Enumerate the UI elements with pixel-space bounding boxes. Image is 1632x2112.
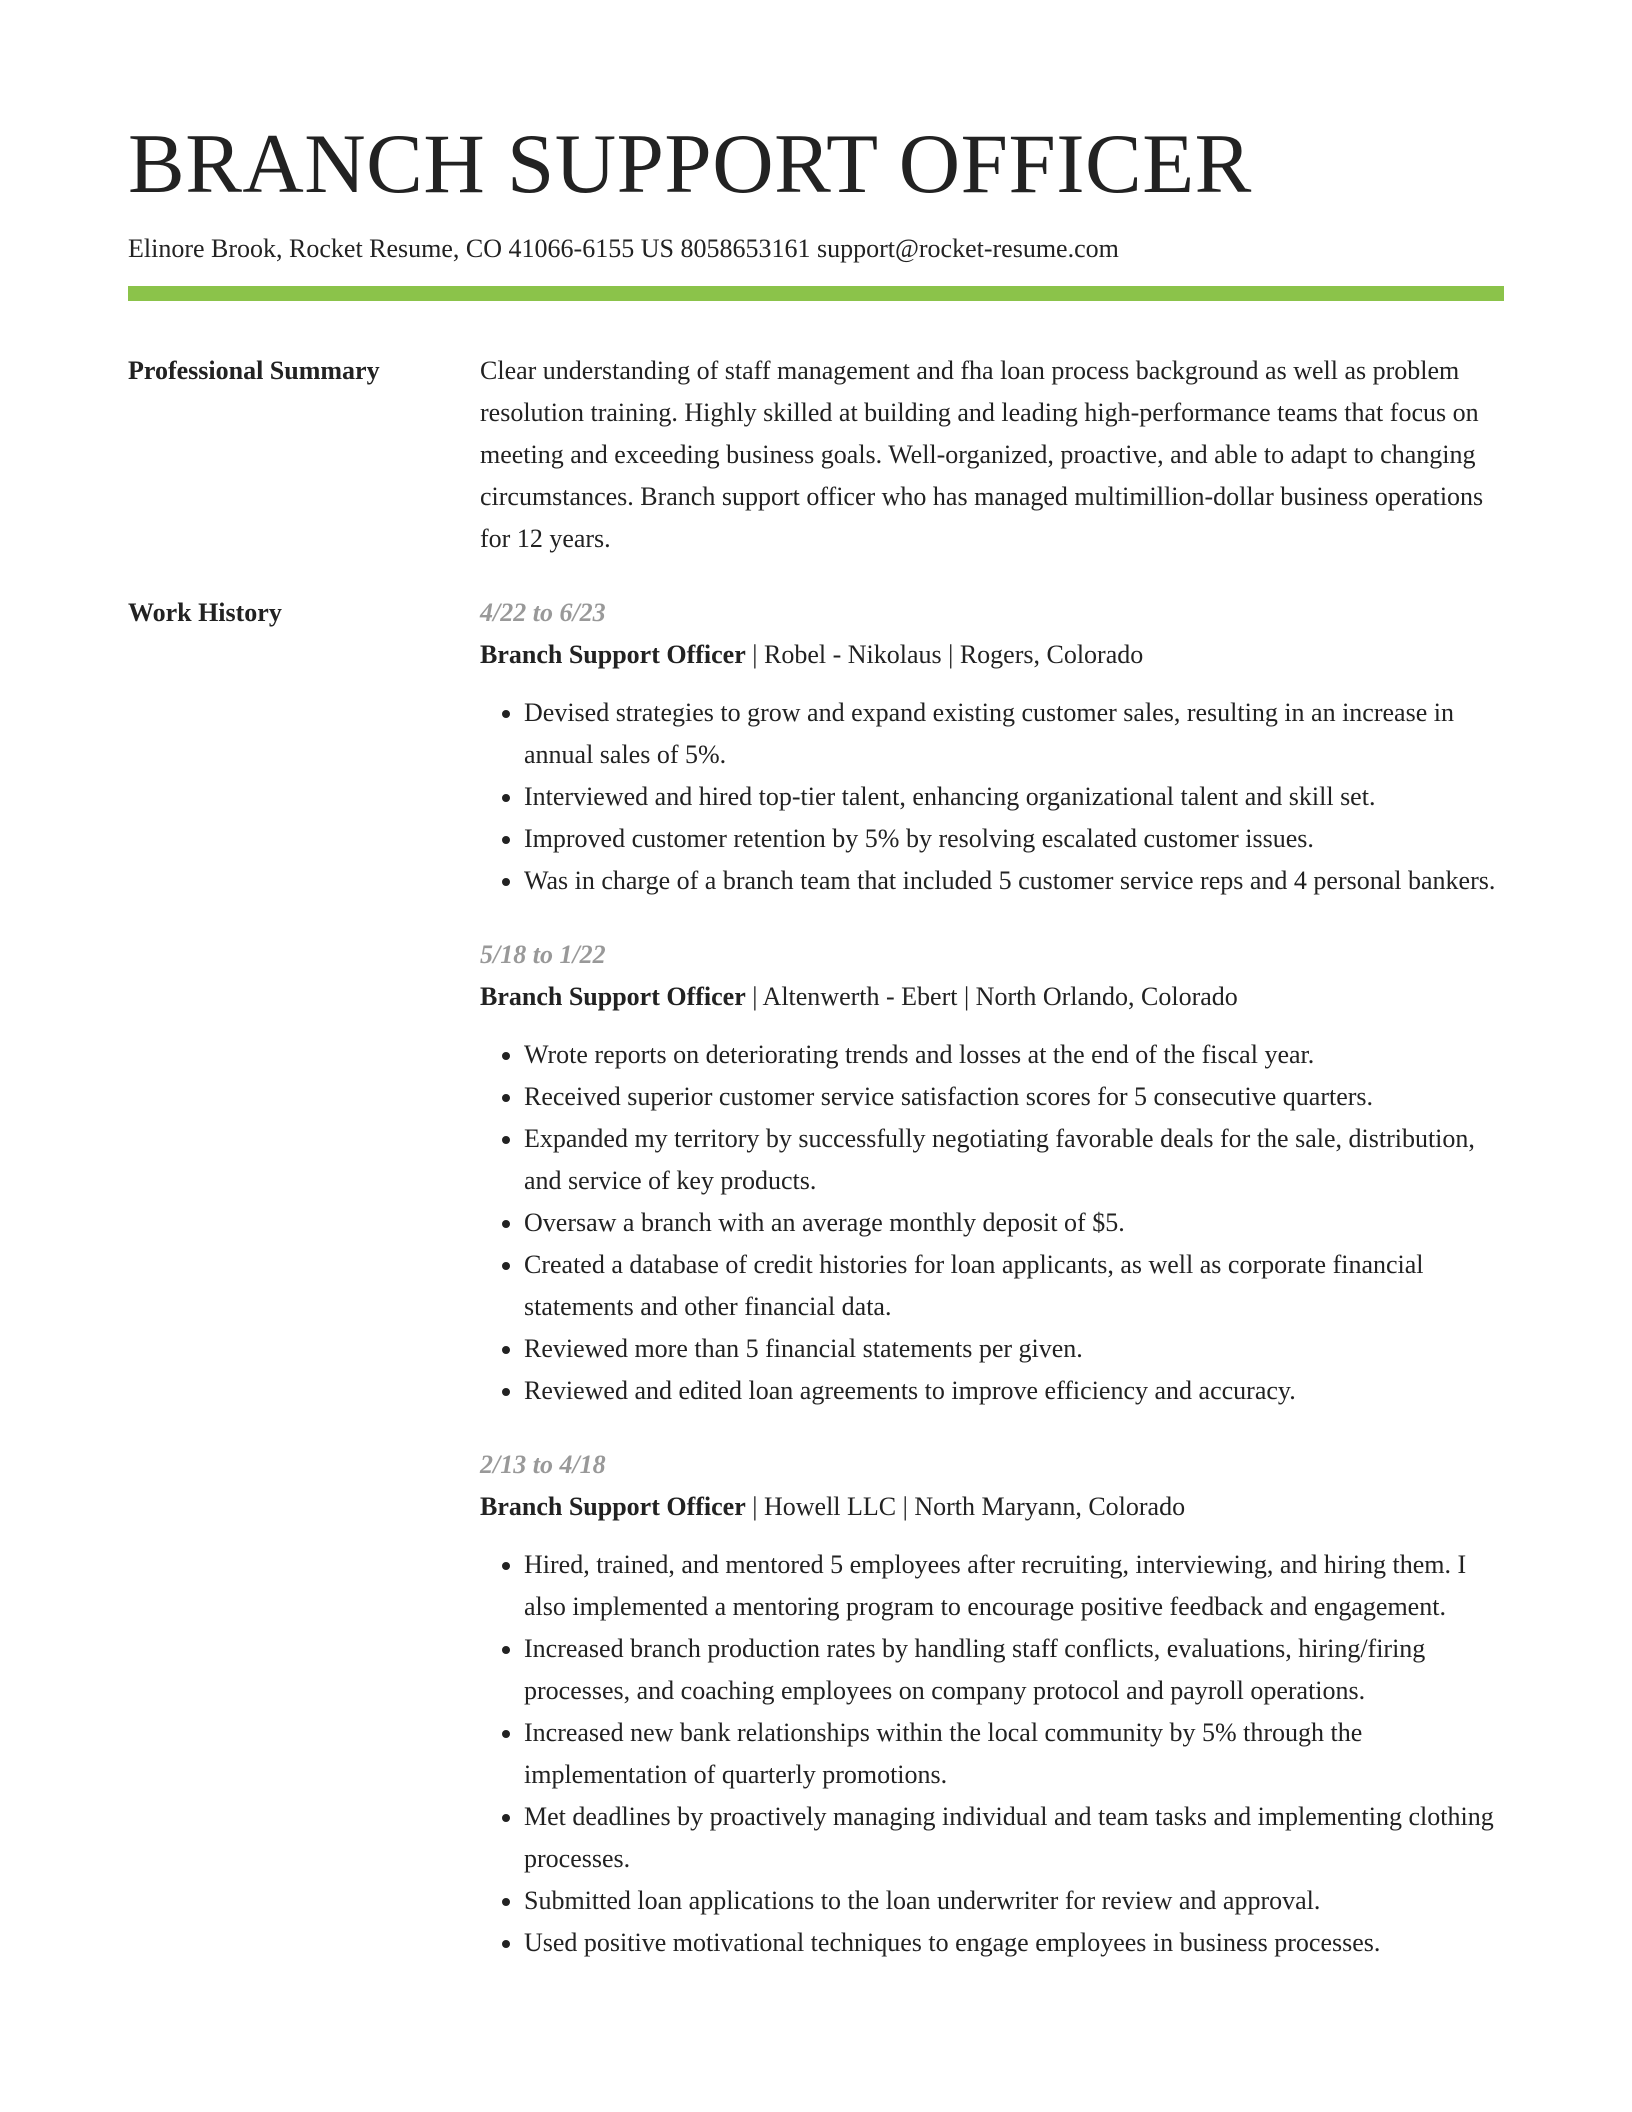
bullet-item: • Submitted loan applications to the loan underwriter for review and approval. <box>524 1880 1504 1922</box>
contact-line: Elinore Brook, Rocket Resume, CO 41066-6155 US 8058653161 support@rocket-resume.com <box>128 234 1119 263</box>
summary-body <box>480 350 1504 560</box>
job-entry <box>480 934 1504 1412</box>
resume-title: BRANCH SUPPORT OFFICER <box>128 117 1252 211</box>
job-entry <box>480 1444 1504 1964</box>
bullet-item: • Was in charge of a branch team that included 5 customer service reps and 4 personal bankers. <box>524 860 1504 902</box>
bullet-item: • Improved customer retention by 5% by resolving escalated customer issues. <box>524 818 1504 860</box>
job-title: Branch Support Officer <box>480 1492 746 1521</box>
bullet-item: • Increased new bank relationships within the local community by 5% through the implementation of quarterly promotions. <box>524 1712 1504 1796</box>
bullet-item: • Received superior customer service satisfaction scores for 5 consecutive quarters. <box>524 1076 1504 1118</box>
job-bullets <box>480 1544 1504 1964</box>
bullet-item: • Interviewed and hired top-tier talent, enhancing organizational talent and skill set. <box>524 776 1504 818</box>
work-history-section <box>128 592 1504 1964</box>
bullet-item: • Used positive motivational techniques to engage employees in business processes. <box>524 1922 1504 1964</box>
job-details: | Altenwerth - Ebert | North Orlando, Colorado <box>745 982 1238 1011</box>
job-dates: 5/18 to 1/22 <box>480 940 606 969</box>
job-dates: 2/13 to 4/18 <box>480 1450 606 1479</box>
job-heading <box>480 1486 1504 1528</box>
job-title: Branch Support Officer <box>480 640 746 669</box>
bullet-item: • Reviewed and edited loan agreements to improve efficiency and accuracy. <box>524 1370 1504 1412</box>
bullet-item: • Oversaw a branch with an average monthly deposit of $5. <box>524 1202 1504 1244</box>
job-entry <box>480 592 1504 902</box>
accent-divider <box>128 286 1504 301</box>
section-label-work-history: Work History <box>128 598 282 627</box>
section-label-summary: Professional Summary <box>128 356 380 385</box>
work-history-body <box>480 592 1504 1964</box>
job-title: Branch Support Officer <box>480 982 746 1011</box>
bullet-item: • Wrote reports on deteriorating trends and losses at the end of the fiscal year. <box>524 1034 1504 1076</box>
bullet-item: • Increased branch production rates by handling staff conflicts, evaluations, hiring/firing processes, and coaching employees on company protocol and payroll operations. <box>524 1628 1504 1712</box>
job-bullets <box>480 692 1504 902</box>
professional-summary-section <box>128 350 1504 560</box>
job-details: | Howell LLC | North Maryann, Colorado <box>745 1492 1186 1521</box>
job-heading <box>480 634 1504 676</box>
resume-content <box>128 350 1504 1996</box>
bullet-item: • Hired, trained, and mentored 5 employees after recruiting, interviewing, and hiring them. I also implemented a mentoring program to encourage positive feedback and engagement. <box>524 1544 1504 1628</box>
bullet-item: • Devised strategies to grow and expand existing customer sales, resulting in an increase in annual sales of 5%. <box>524 692 1504 776</box>
bullet-item: • Created a database of credit histories for loan applicants, as well as corporate financial statements and other financial data. <box>524 1244 1504 1328</box>
bullet-item: • Met deadlines by proactively managing individual and team tasks and implementing clothing processes. <box>524 1796 1504 1880</box>
bullet-item: • Reviewed more than 5 financial statements per given. <box>524 1328 1504 1370</box>
job-dates: 4/22 to 6/23 <box>480 598 606 627</box>
summary-text: Clear understanding of staff management and fha loan process background as well as problem resolution training. Highly skilled at building and leading high-performance teams that focus on meeting and exceeding business goals. Well-organized, proactive, and able to adapt to changing circumstances. Branch support officer who has managed multimillion-dollar business operations for 12 years. <box>480 356 1484 553</box>
job-heading <box>480 976 1504 1018</box>
job-bullets <box>480 1034 1504 1412</box>
bullet-item: • Expanded my territory by successfully negotiating favorable deals for the sale, distribution, and service of key products. <box>524 1118 1504 1202</box>
job-details: | Robel - Nikolaus | Rogers, Colorado <box>745 640 1144 669</box>
